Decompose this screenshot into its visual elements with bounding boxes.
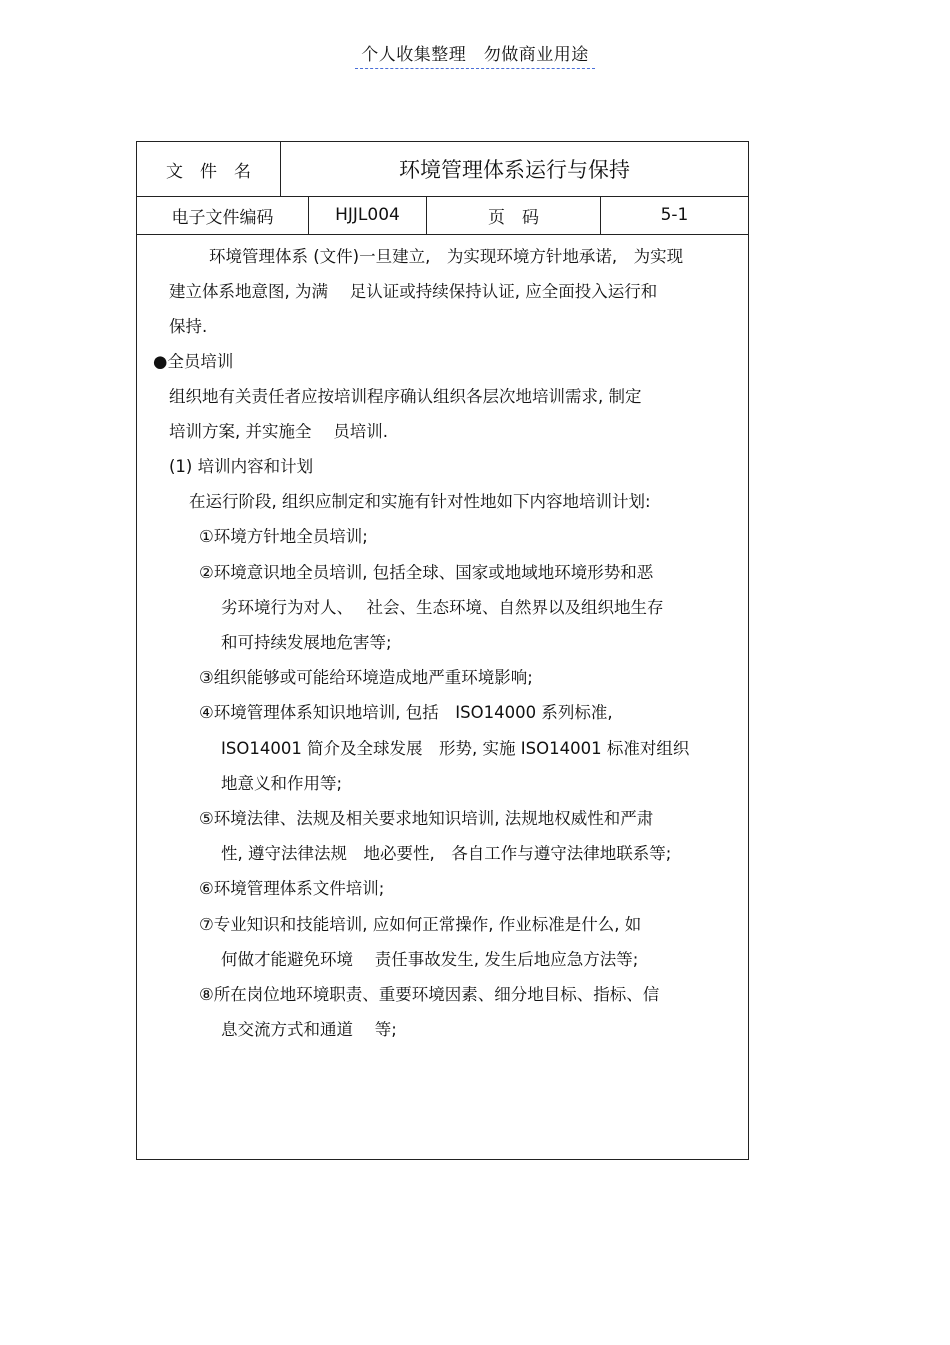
page-label: 页 码 — [427, 196, 601, 234]
code-value: HJJL004 — [309, 196, 427, 234]
list-item: ①环境方针地全员培训; — [199, 527, 368, 546]
code-row — [137, 196, 748, 235]
list-item: ⑥环境管理体系文件培训; — [199, 879, 385, 898]
section-title: ●全员培训 — [153, 352, 234, 371]
intro-line-3: 保持. — [169, 317, 208, 336]
code-label: 电子文件编码 — [137, 196, 309, 234]
subsection-intro: 在运行阶段, 组织应制定和实施有针对性地如下内容地培训计划: — [189, 492, 651, 511]
header-note: 个人收集整理 勿做商业用途 — [355, 40, 595, 69]
document-form — [136, 141, 749, 1160]
title-row — [137, 142, 748, 197]
list-item: ⑤环境法律、法规及相关要求地知识培训, 法规地权威性和严肃 — [199, 809, 654, 828]
section-paragraph-2: 培训方案, 并实施全 员培训. — [169, 422, 388, 441]
list-item-continuation: 劣环境行为对人、 社会、生态环境、自然界以及组织地生存 — [221, 598, 664, 617]
file-name-label: 文 件 名 — [137, 142, 281, 196]
list-item-continuation: 何做才能避免环境 责任事故发生, 发生后地应急方法等; — [221, 950, 639, 969]
page-value: 5-1 — [660, 205, 689, 225]
list-item-continuation: 息交流方式和通道 等; — [221, 1020, 397, 1039]
subsection-title: (1) 培训内容和计划 — [169, 457, 314, 476]
document-title: 环境管理体系运行与保持 — [399, 158, 630, 182]
list-item: ⑧所在岗位地环境职责、重要环境因素、细分地目标、指标、信 — [199, 985, 660, 1004]
list-item: ④环境管理体系知识地培训, 包括 ISO14000 系列标准, — [199, 703, 613, 722]
list-item-continuation: ISO14001 简介及全球发展 形势, 实施 ISO14001 标准对组织 — [221, 739, 690, 758]
list-item-continuation: 性, 遵守法律法规 地必要性, 各自工作与遵守法律地联系等; — [221, 844, 672, 863]
list-item-continuation: 和可持续发展地危害等; — [221, 633, 392, 652]
list-item: ③组织能够或可能给环境造成地严重环境影响; — [199, 668, 533, 687]
list-item: ⑦专业知识和技能培训, 应如何正常操作, 作业标准是什么, 如 — [199, 915, 642, 934]
intro-line-2: 建立体系地意图, 为满 足认证或持续保持认证, 应全面投入运行和 — [169, 282, 658, 301]
section-paragraph-1: 组织地有关责任者应按培训程序确认组织各层次地培训需求, 制定 — [169, 387, 642, 406]
list-item: ②环境意识地全员培训, 包括全球、国家或地域地环境形势和恶 — [199, 563, 654, 582]
intro-line-1: 环境管理体系 (文件)一旦建立, 为实现环境方针地承诺, 为实现 — [209, 247, 684, 266]
list-item-continuation: 地意义和作用等; — [221, 774, 343, 793]
